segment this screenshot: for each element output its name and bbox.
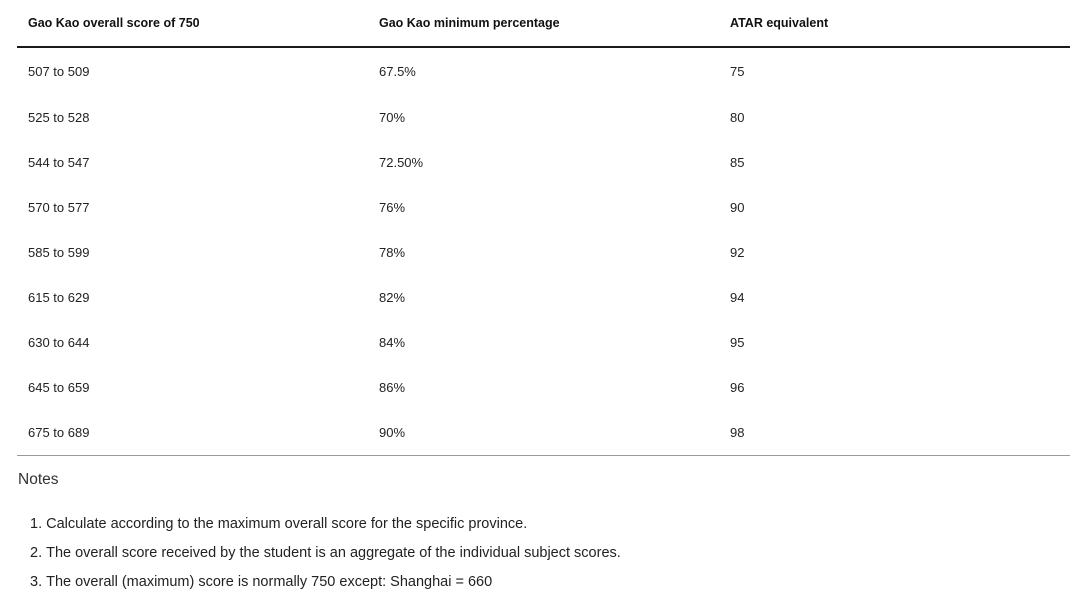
note-item bbox=[30, 541, 621, 570]
cell-score-range: 675 to 689 bbox=[17, 410, 368, 456]
cell-atar: 90 bbox=[730, 200, 745, 215]
note-item bbox=[30, 570, 621, 599]
cell-atar: 98 bbox=[719, 410, 1070, 456]
table-row bbox=[17, 365, 1070, 410]
cell-atar: 95 bbox=[730, 335, 745, 350]
cell-score-range: 615 to 629 bbox=[28, 290, 90, 305]
note-text: The overall score received by the student is an aggregate of the individual subject scores. bbox=[46, 545, 621, 561]
table-header-row bbox=[17, 0, 1070, 47]
cell-score-range: 630 to 644 bbox=[28, 335, 90, 350]
header-overall-score: Gao Kao overall score of 750 bbox=[17, 0, 368, 47]
table-row bbox=[17, 185, 1070, 230]
cell-atar: 92 bbox=[730, 245, 745, 260]
cell-percentage: 70% bbox=[379, 110, 406, 125]
table-row bbox=[17, 230, 1070, 275]
cell-atar: 96 bbox=[730, 380, 745, 395]
cell-atar: 85 bbox=[730, 155, 745, 170]
cell-percentage: 84% bbox=[379, 335, 406, 350]
cell-percentage: 82% bbox=[379, 290, 406, 305]
cell-score-range: 525 to 528 bbox=[28, 110, 90, 125]
table-row bbox=[17, 320, 1070, 365]
cell-percentage: 72.50% bbox=[379, 155, 424, 170]
cell-percentage: 86% bbox=[379, 380, 406, 395]
note-number: 2. bbox=[30, 545, 43, 561]
conversion-table-container bbox=[17, 0, 1070, 456]
cell-atar: 94 bbox=[730, 290, 745, 305]
cell-percentage: 90% bbox=[368, 410, 719, 456]
table-row bbox=[17, 275, 1070, 320]
note-number: 1. bbox=[30, 516, 43, 532]
cell-atar: 80 bbox=[730, 110, 745, 125]
cell-score-range: 507 to 509 bbox=[28, 64, 90, 79]
table-row bbox=[17, 410, 1070, 456]
table-row bbox=[17, 47, 1070, 95]
table-row bbox=[17, 95, 1070, 140]
gaokao-atar-table bbox=[17, 0, 1070, 456]
note-text: The overall (maximum) score is normally 750 except: Shanghai = 660 bbox=[46, 574, 493, 590]
cell-percentage: 67.5% bbox=[379, 64, 416, 79]
cell-score-range: 645 to 659 bbox=[28, 380, 90, 395]
note-number: 3. bbox=[30, 574, 43, 590]
header-minimum-percentage: Gao Kao minimum percentage bbox=[368, 0, 719, 47]
cell-score-range: 585 to 599 bbox=[28, 245, 90, 260]
note-item bbox=[30, 512, 621, 541]
cell-score-range: 570 to 577 bbox=[28, 200, 90, 215]
cell-score-range: 544 to 547 bbox=[28, 155, 90, 170]
header-atar-equivalent: ATAR equivalent bbox=[719, 0, 1070, 47]
note-text: Calculate according to the maximum overall score for the specific province. bbox=[46, 516, 528, 532]
table-row bbox=[17, 140, 1070, 185]
cell-percentage: 78% bbox=[379, 245, 406, 260]
notes-list bbox=[30, 512, 621, 599]
cell-atar: 75 bbox=[730, 64, 745, 79]
notes-heading: Notes bbox=[18, 471, 59, 488]
table-body bbox=[17, 47, 1070, 456]
cell-percentage: 76% bbox=[379, 200, 406, 215]
